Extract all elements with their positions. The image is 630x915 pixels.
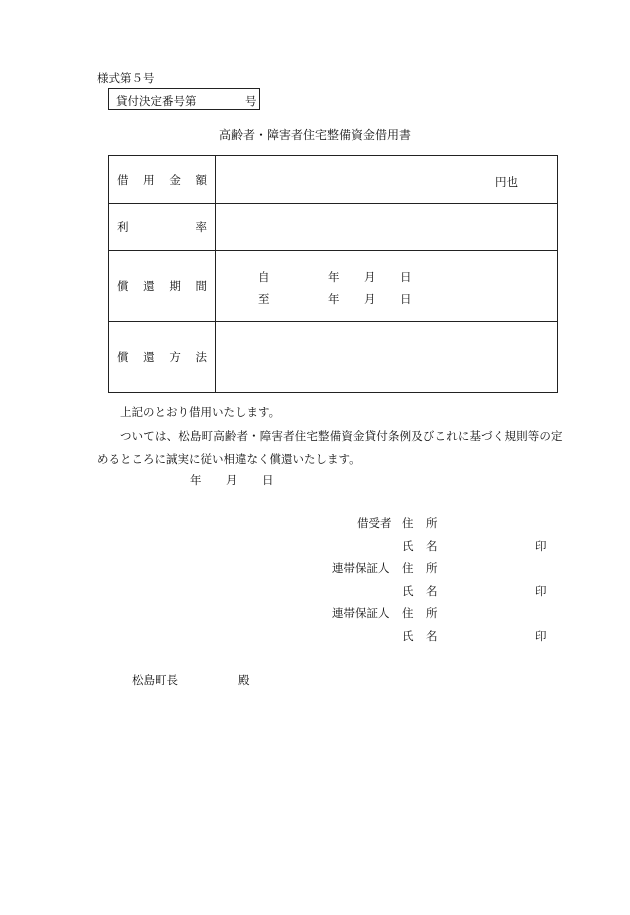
- rate-label: 利 率: [117, 220, 207, 234]
- borrower-name-1: 氏: [402, 539, 414, 553]
- body-line-1: 上記のとおり借用いたします。: [120, 405, 281, 419]
- guarantor1-address-1: 住: [402, 561, 414, 575]
- period-to-year: 年: [328, 291, 340, 306]
- guarantor2-seal: 印: [535, 629, 547, 643]
- amount-label-cell: [109, 156, 216, 204]
- decision-number-box: [108, 88, 260, 110]
- guarantor2-name-1: 氏: [402, 629, 414, 643]
- period-to-day: 日: [400, 291, 412, 306]
- period-to: 至: [258, 291, 270, 306]
- guarantor2-address-2: 所: [426, 606, 438, 620]
- period-from-month: 月: [364, 269, 376, 284]
- method-label-cell: [109, 322, 216, 393]
- method-label: 償 還 方 法: [117, 350, 207, 364]
- guarantor1-address-2: 所: [426, 561, 438, 575]
- period-value-cell[interactable]: [216, 251, 558, 322]
- borrower-address-1: 住: [402, 516, 414, 530]
- amount-label: 借 用 金 額: [117, 172, 207, 187]
- period-from: 自: [258, 269, 270, 284]
- guarantor2-address-1: 住: [402, 606, 414, 620]
- period-to-month: 月: [364, 291, 376, 306]
- document-title: 高齢者・障害者住宅整備資金借用書: [218, 128, 411, 142]
- rate-label-cell: [109, 204, 216, 251]
- borrower-name-2: 名: [426, 539, 438, 553]
- period-label: 償 還 期 間: [117, 279, 207, 293]
- addressee-honorific: 殿: [238, 673, 250, 687]
- guarantor2-name-2: 名: [426, 629, 438, 643]
- guarantor1-name-1: 氏: [402, 584, 414, 598]
- body-line-3: めるところに誠実に従い相違なく償還いたします。: [97, 452, 361, 466]
- decision-number-prefix: 貸付決定番号第: [116, 94, 197, 108]
- addressee-name: 松島町長: [132, 673, 178, 687]
- amount-unit: 円也: [495, 174, 518, 189]
- period-label-cell: [109, 251, 216, 322]
- date-year: 年: [190, 473, 202, 487]
- borrower-seal: 印: [535, 539, 547, 553]
- guarantor1-label: 連帯保証人: [332, 561, 390, 575]
- period-from-year: 年: [328, 269, 340, 284]
- guarantor1-seal: 印: [535, 584, 547, 598]
- date-day: 日: [262, 473, 274, 487]
- date-month: 月: [226, 473, 238, 487]
- guarantor1-name-2: 名: [426, 584, 438, 598]
- decision-number-suffix: 号: [245, 94, 257, 108]
- amount-value-cell[interactable]: [216, 156, 558, 204]
- loan-details-table: [108, 155, 558, 393]
- method-value-cell[interactable]: [216, 322, 558, 393]
- borrower-address-2: 所: [426, 516, 438, 530]
- guarantor2-label: 連帯保証人: [332, 606, 390, 620]
- borrower-label: 借受者: [357, 516, 392, 530]
- rate-value-cell[interactable]: [216, 204, 558, 251]
- form-number: 様式第５号: [97, 71, 155, 85]
- period-from-day: 日: [400, 269, 412, 284]
- body-line-2: ついては、松島町高齢者・障害者住宅整備資金貸付条例及びこれに基づく規則等の定: [120, 429, 563, 443]
